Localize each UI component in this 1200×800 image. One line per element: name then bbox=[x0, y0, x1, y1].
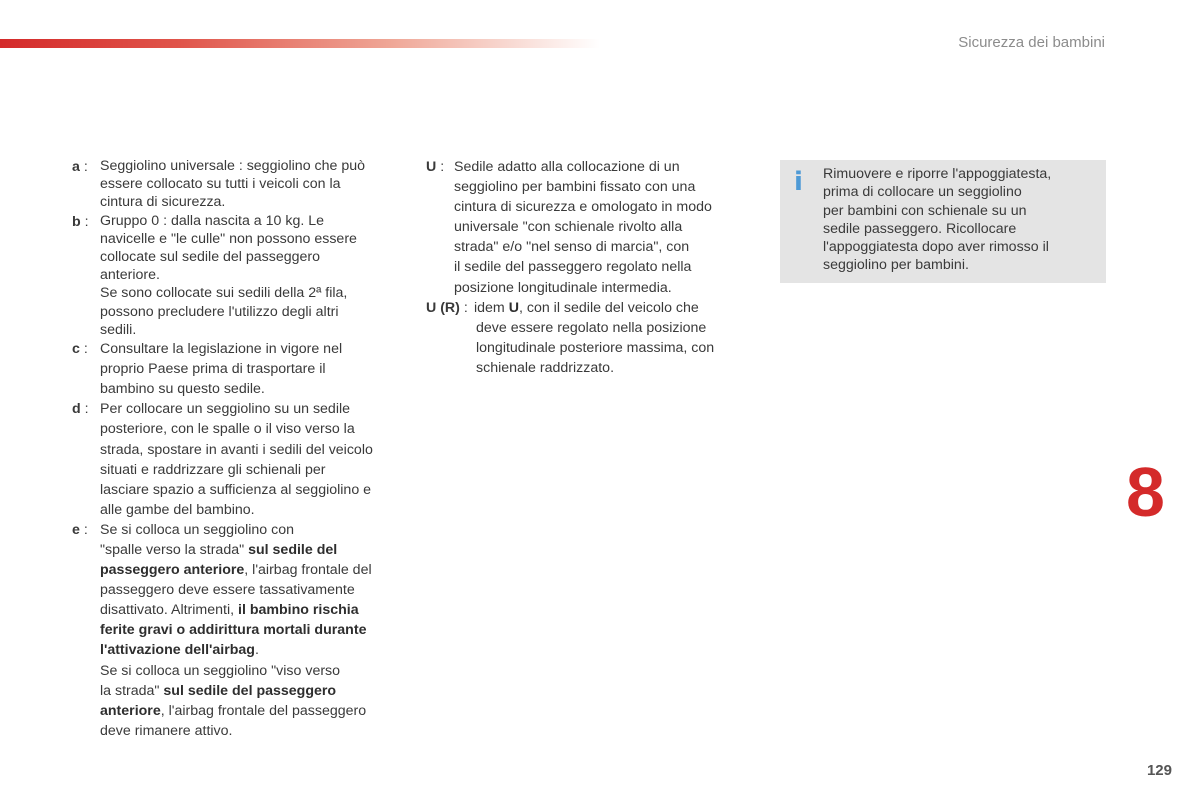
chapter-number: 8 bbox=[1126, 453, 1165, 531]
entry-body: Per collocare un seggiolino su un sedile posteriore, con le spalle o il viso verso la strada, spostare in avanti i sedili del veicolo situati e raddrizzare gli schienali per lasciare spazio a sufficienza al seggiolino e alle gambe del bambino. bbox=[100, 401, 373, 518]
entry-key: U : bbox=[426, 159, 445, 175]
info-text: Rimuovere e riporre l'appoggiatesta, prima di collocare un seggiolino per bambini con schienale su un sedile passeggero. Ricollocare l'appoggiatesta dopo aver rimosso il seggiolino per bambini. bbox=[823, 166, 1052, 274]
entry-key: a : bbox=[72, 159, 88, 175]
info-icon: i bbox=[794, 167, 803, 197]
entry-a bbox=[72, 157, 412, 212]
entry-key: e : bbox=[72, 521, 88, 538]
entry-d bbox=[72, 399, 412, 520]
entry-body: Consultare la legislazione in vigore nel proprio Paese prima di trasportare il bambino su questo sedile. bbox=[100, 341, 343, 398]
header-accent-bar bbox=[0, 39, 600, 48]
entry-c bbox=[72, 339, 412, 399]
entry-key: c : bbox=[72, 341, 88, 358]
entry-body: Se si colloca un seggiolino con "spalle verso la strada" sul sedile del passeggero anteriore, l'airbag frontale del passeggero deve essere tassativamente disattivato. Altrimenti, il bambino rischia ferite gravi o addirittura mortali durante l'attivazione dell'airbag. Se si colloca un seggiolino "viso verso la strada" sul sedile del passeggero anteriore, l'airbag frontale del passeggero deve rimanere attivo. bbox=[100, 521, 372, 739]
page-number: 129 bbox=[1146, 762, 1172, 779]
entry-body: idem U, con il sedile del veicolo che deve essere regolato nella posizione longitudinale posteriore massima, con schienale raddrizzato. bbox=[474, 299, 715, 376]
middle-column bbox=[426, 157, 756, 378]
entry-u bbox=[426, 157, 756, 298]
entry-b bbox=[72, 212, 412, 339]
entry-e bbox=[72, 520, 412, 741]
left-column bbox=[72, 157, 412, 741]
entry-key: d : bbox=[72, 401, 89, 418]
info-box bbox=[780, 160, 1106, 283]
entry-body: Seggiolino universale : seggiolino che può essere collocato su tutti i veicoli con la cintura di sicurezza. bbox=[100, 158, 366, 211]
entry-key: U (R) : bbox=[426, 299, 468, 316]
entry-body: Gruppo 0 : dalla nascita a 10 kg. Le navicelle e "le culle" non possono essere collocate sul sedile del passeggero anteriore. Se sono collocate sui sedili della 2ª fila, possono precludere l'utilizzo degli altri sedili. bbox=[100, 212, 357, 338]
section-title: Sicurezza dei bambini bbox=[958, 34, 1105, 51]
entry-key: b : bbox=[72, 213, 89, 230]
entry-body: Sedile adatto alla collocazione di un seggiolino per bambini fissato con una cintura di sicurezza e omologato in modo universale "con schienale rivolto alla strada" e/o "nel senso di marcia", con il sedile del passeggero regolato nella posizione longitudinale intermedia. bbox=[454, 159, 712, 296]
entry-u-r bbox=[426, 298, 756, 378]
